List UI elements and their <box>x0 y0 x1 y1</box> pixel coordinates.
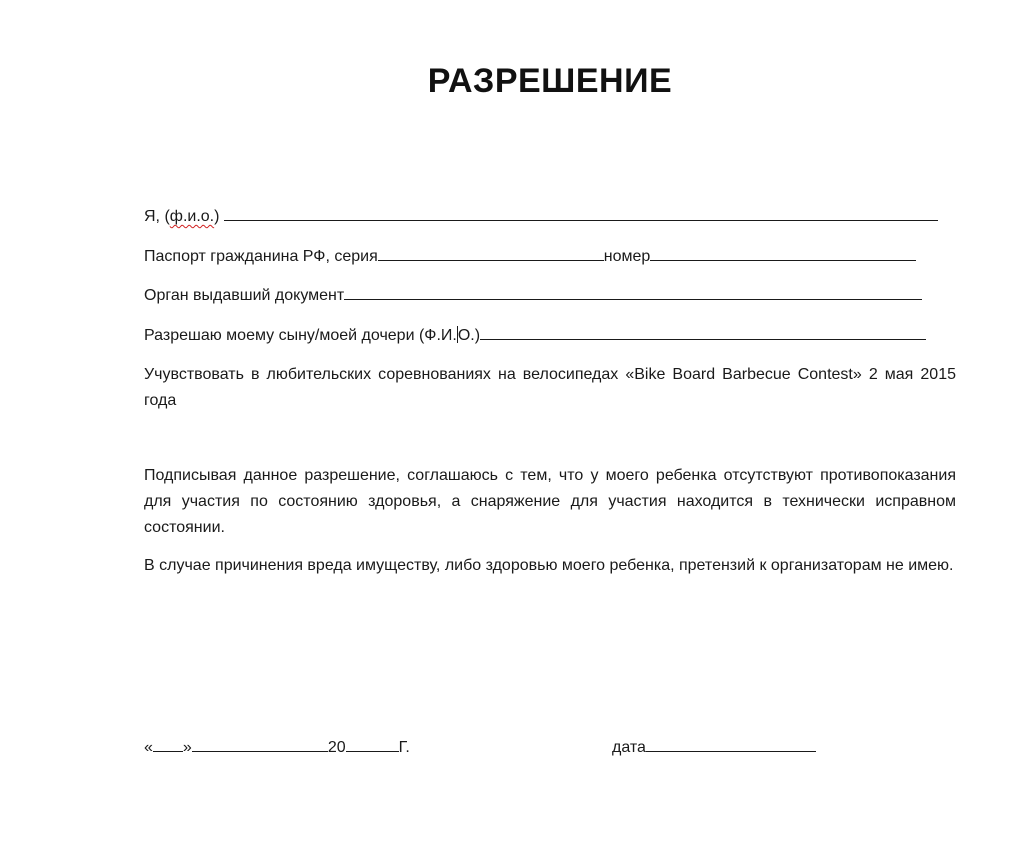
date-label: дата <box>612 739 646 756</box>
date-close-quote: » <box>182 739 192 756</box>
fio-blank-field[interactable] <box>224 206 938 221</box>
issuer-blank-field[interactable] <box>344 285 922 300</box>
signature-date-line <box>144 737 410 758</box>
date-open-quote: « <box>144 739 153 756</box>
month-blank-field[interactable] <box>192 737 328 752</box>
liability-paragraph: В случае причинения вреда имуществу, либо здоровью моего ребенка, претензий к организаторам не имею. <box>144 557 954 574</box>
consent-paragraph: Подписывая данное разрешение, соглашаюсь с тем, что у моего ребенка отсутствуют противопоказания для участия по состоянию здоровья, а снаряжение для участия находится в технически исправном состоянии. <box>144 467 956 536</box>
child-line <box>144 325 926 346</box>
fio-label: ф.и.о. <box>169 208 215 225</box>
participation-paragraph: Учувствовать в любительских соревнованиях на велосипедах «Bike Board Barbecue Contest» 2 мая 2015 года <box>144 366 956 409</box>
passport-number-label: номер <box>603 248 651 265</box>
child-blank-field[interactable] <box>480 325 926 340</box>
day-blank-field[interactable] <box>153 737 183 752</box>
issuer-line <box>144 285 922 306</box>
fio-prefix: Я, ( <box>144 208 170 225</box>
child-label-a: Разрешаю моему сыну/моей дочери (Ф.И. <box>144 327 457 344</box>
passport-line <box>144 246 916 267</box>
passport-label: Паспорт гражданина РФ, серия <box>144 248 378 265</box>
passport-series-blank-field[interactable] <box>378 246 604 261</box>
child-label-b: О.) <box>457 327 481 344</box>
issuer-label: Орган выдавший документ <box>144 287 345 304</box>
year-prefix: 20 <box>327 739 346 756</box>
date-line <box>612 737 816 758</box>
year-suffix: Г. <box>398 739 410 756</box>
document-title: РАЗРЕШЕНИЕ <box>427 62 673 100</box>
date-blank-field[interactable] <box>646 737 816 752</box>
year-blank-field[interactable] <box>346 737 399 752</box>
passport-number-blank-field[interactable] <box>650 246 916 261</box>
fio-suffix: ) <box>214 208 220 225</box>
fio-line <box>144 206 938 227</box>
